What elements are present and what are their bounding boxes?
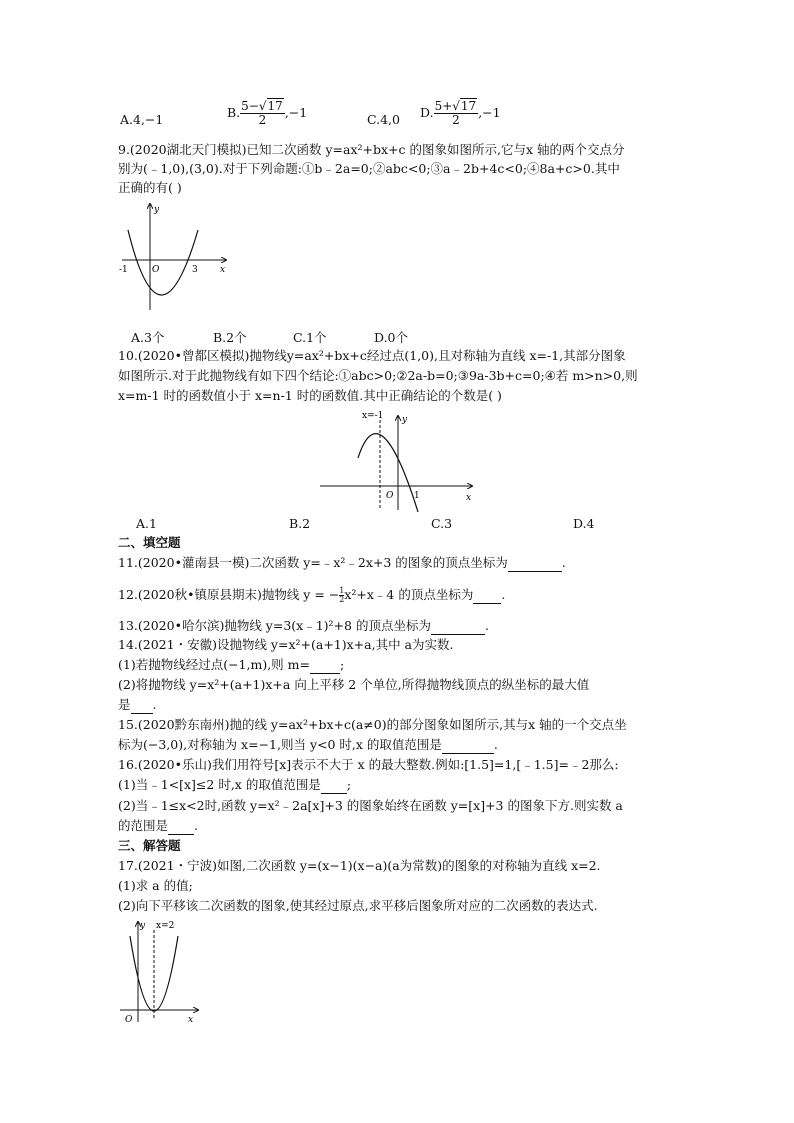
q9-neg1-label: -1 — [119, 265, 128, 275]
q12-period: . — [501, 587, 506, 602]
q17-line-1: 17.(2021・宁波)如图,二次函数 y=(x−1)(x−a)(a为常数)的图象的对称轴为直线 x=2. — [118, 858, 601, 873]
q10-x-label: x — [466, 493, 472, 503]
q17-axis-label: x=2 — [156, 921, 175, 931]
q9-x-label: x — [220, 265, 226, 275]
q11-text: 11.(2020•灌南县一模)二次函数 y=﹣x²﹣2x+3 的图象的顶点坐标为 — [118, 555, 508, 570]
q9-line-2: 别为(﹣1,0),(3,0).对于下列命题:①b﹣2a=0;②abc<0;③a﹣2b+4c<0;④8a+c>0.其中 — [118, 161, 620, 176]
q8-d-radicand: 17 — [460, 99, 477, 113]
q15-line-1: 15.(2020黔东南州)抛的线 y=ax²+bx+c(a≠0)的部分图象如图所示,其与x 轴的一个交点坐 — [118, 717, 627, 732]
q8-option-d-fraction: $\frac{5+√17}{2}$ — [434, 99, 477, 127]
q9-option-b: B.2个 — [213, 330, 247, 345]
q14-period: . — [152, 697, 157, 712]
q12-line — [118, 587, 505, 604]
q8-option-b-suffix: ,−1 — [284, 105, 308, 120]
q8-d-num-pre: 5+ — [434, 99, 453, 113]
q9-option-c: C.1个 — [293, 330, 327, 345]
q14-line-2-end: ; — [340, 657, 345, 672]
q8-b-num-pre: 5− — [241, 99, 259, 113]
q9-y-label: y — [154, 205, 160, 215]
q10-line-3: x=m-1 时的函数值小于 x=n-1 时的函数值.其中正确结论的个数是( ) — [118, 388, 502, 403]
q13-line — [118, 618, 489, 635]
q17-line-3: (2)向下平移该二次函数的图象,使其经过原点,求平移后图象所对应的二次函数的表达式. — [118, 898, 598, 913]
q8-option-d — [420, 100, 501, 127]
q14-line-1: 14.(2021・安徽)设抛物线 y=x²+(a+1)x+a,其中 a为实数. — [118, 637, 454, 652]
q11-period: . — [561, 555, 566, 570]
q17-parabola-graph — [114, 916, 204, 1026]
q9-parabola-graph — [118, 200, 238, 312]
q9-origin-label: O — [152, 265, 160, 275]
q9-line-3: 正确的有( ) — [118, 180, 182, 195]
q8-option-a: A.4,−1 — [120, 112, 164, 127]
q10-option-d: D.4 — [573, 516, 595, 531]
q11-answer-blank[interactable] — [508, 555, 562, 572]
q9-option-d: D.0个 — [374, 330, 409, 345]
q12-frac-den: 2 — [339, 595, 345, 604]
q17-origin-label: O — [125, 1015, 133, 1025]
q14-line-3: (2)将抛物线 y=x²+(a+1)x+a 向上平移 2 个单位,所得抛物线顶点的纵坐标的最大值 — [118, 677, 590, 692]
q10-line-1: 10.(2020•曾都区模拟)抛物线y=ax²+bx+c经过点(1,0),且对称轴为直线 x=-1,其部分图象 — [118, 348, 626, 363]
q16-line-2-text: (1)当﹣1<[x]≤2 时,x 的取值范围是 — [118, 777, 321, 792]
q16-line-4-text: 的范围是 — [118, 818, 169, 833]
q9-three-label: 3 — [192, 265, 198, 275]
q12-answer-blank[interactable] — [473, 587, 501, 604]
q10-option-b: B.2 — [289, 516, 311, 531]
q14-part1-answer-blank[interactable] — [310, 657, 340, 674]
q16-line-4 — [118, 818, 198, 835]
section-solution-title: 三、解答题 — [118, 838, 181, 853]
q12-text-pre: 12.(2020秋•镇原县期末)抛物线 y = − — [118, 587, 340, 602]
q8-option-b-fraction: $\frac{5-√17}{2}$ — [241, 99, 283, 127]
q16-line-1: 16.(2020•乐山)我们用符号[x]表示不大于 x 的最大整数.例如:[1.5]=1,[﹣1.5]=﹣2那么: — [118, 757, 619, 772]
q16-part1-answer-blank[interactable] — [321, 777, 347, 794]
q10-option-a: A.1 — [136, 516, 157, 531]
q11-line — [118, 555, 566, 572]
q14-line-2 — [118, 657, 344, 674]
q14-part2-answer-blank[interactable] — [131, 697, 153, 714]
q8-option-d-prefix: D. — [420, 105, 434, 120]
q9-option-a: A.3个 — [131, 330, 165, 345]
q9-line-1: 9.(2020湖北天门模拟)已知二次函数 y=ax²+bx+c 的图象如图所示,它与x 轴的两个交点分 — [118, 142, 625, 157]
q8-b-radicand: 17 — [267, 99, 283, 113]
q10-origin-label: O — [386, 491, 394, 501]
q12-text-post: x²+x﹣4 的顶点坐标为 — [344, 587, 474, 602]
q14-line-4 — [118, 697, 157, 714]
q17-y-label: y — [140, 921, 146, 931]
q10-parabola-graph — [318, 408, 478, 512]
q10-y-label: y — [402, 415, 408, 425]
q8-b-den: 2 — [258, 113, 267, 127]
q15-answer-blank[interactable] — [442, 737, 494, 754]
q13-answer-blank[interactable] — [431, 618, 485, 635]
q14-line-2-text: (1)若抛物线经过点(−1,m),则 m= — [118, 657, 310, 672]
q10-line-2: 如图所示.对于此抛物线有如下四个结论:①abc>0;②2a-b=0;③9a-3b+c=0;④若 m>n>0,则 — [118, 368, 638, 383]
q9-parabola-curve — [128, 230, 198, 295]
q16-period: . — [194, 818, 198, 833]
q14-line-4-text: 是 — [118, 697, 131, 712]
q10-axis-label: x=-1 — [362, 411, 384, 421]
q12-frac-num: 1 — [339, 586, 345, 595]
q8-option-c: C.4,0 — [367, 112, 400, 127]
q17-x-label: x — [188, 1015, 194, 1025]
q8-d-den: 2 — [452, 113, 460, 127]
q8-option-d-suffix: ,−1 — [478, 105, 501, 120]
q13-text: 13.(2020•哈尔滨)抛物线 y=3(x﹣1)²+8 的顶点坐标为 — [118, 618, 431, 633]
q15-line-2-text: 标为(−3,0),对称轴为 x=−1,则当 y<0 时,x 的取值范围是 — [118, 737, 442, 752]
q16-line-2 — [118, 777, 351, 794]
q10-one-label: 1 — [414, 491, 420, 501]
q8-option-b-prefix: B. — [227, 105, 241, 120]
q8-option-b — [227, 100, 307, 127]
q15-period: . — [493, 737, 498, 752]
q16-part2-answer-blank[interactable] — [168, 818, 194, 835]
q16-line-3: (2)当﹣1≤x<2时,函数 y=x²﹣2a[x]+3 的图象始终在函数 y=[x]+3 的图象下方.则实数 a — [118, 798, 623, 813]
section-fill-in-title: 二、填空题 — [118, 535, 181, 550]
q16-line-2-end: ; — [346, 777, 352, 792]
q15-line-2 — [118, 737, 498, 754]
q13-period: . — [484, 618, 489, 633]
q17-line-2: (1)求 a 的值; — [118, 878, 193, 893]
q10-option-c: C.3 — [431, 516, 453, 531]
